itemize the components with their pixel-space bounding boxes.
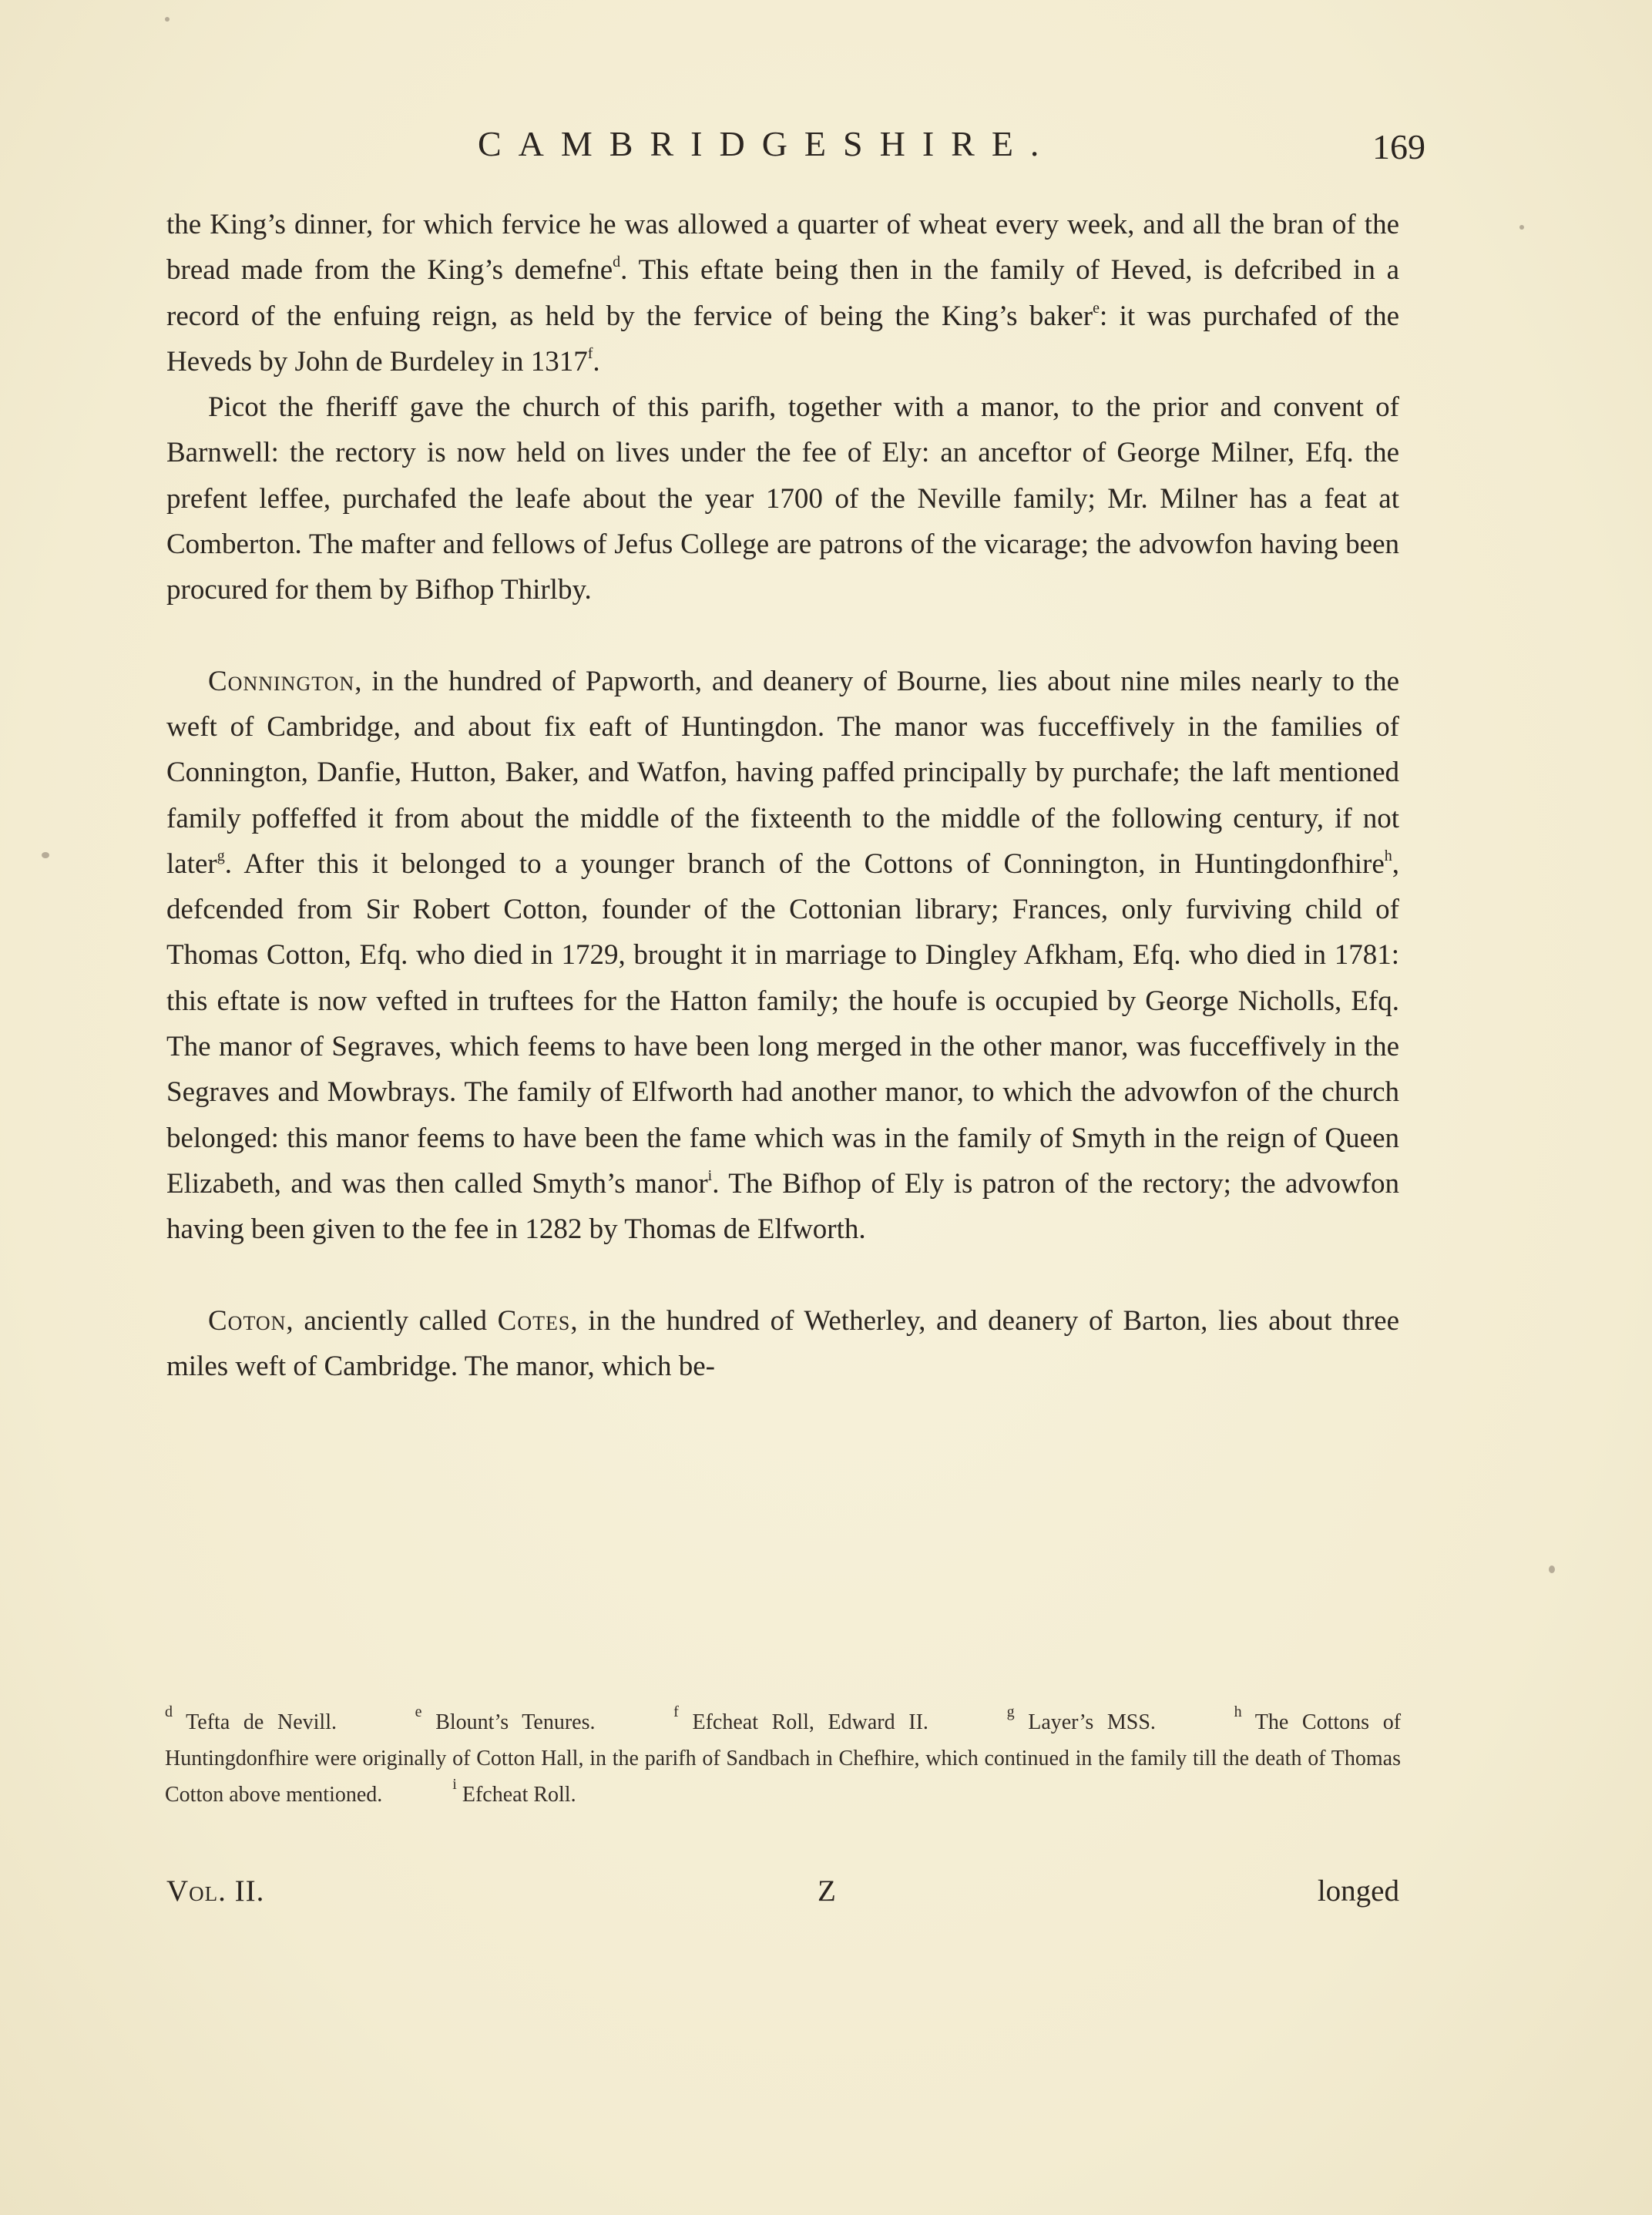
ink-speck <box>1519 225 1524 230</box>
footnote-ref: h <box>1384 847 1392 864</box>
footnote-ref: f <box>587 344 593 362</box>
footnote-h: $^h$ The Cottons of Huntingdonfhire were originally of Cotton Hall, in the parifh of Sandbach in Chefhire, which continued in the family till the death of Thomas Cotton above mentioned. <box>165 1703 1402 1807</box>
section-break <box>166 613 1399 659</box>
paragraph-continued: the King’s dinner, for which fervice he was allowed a quarter of wheat every week, and all the bran of the bread made from the King’s demefne$^d$. This eftate being then in the family of Heved, is defcribed in a record of the enfuing reign, as held by the fervice of being the King’s baker$^e$: it was purchafed of the Heveds by John de Burdeley in 1317$^f$. <box>166 209 1399 378</box>
footnote-ref: d <box>613 253 621 271</box>
footnote-i: $^i$ Efcheat Roll. <box>452 1776 576 1807</box>
entry-heading: Coton <box>208 1304 287 1337</box>
page-number: 169 <box>1372 127 1425 166</box>
paragraph-picot: Picot the fheriff gave the church of this parifh, together with a manor, to the prior and convent of Barnwell: the rectory is now held on lives under the fee of Ely: an anceftor of George Milner, Efq. the prefent leffee, purchafed the leafe about the year 1700 of the Neville family; Mr. Milner has a feat at Comberton. The mafter and fellows of Jefus College are patrons of the vicarage; the advowfon having been procured for them by Bifhop Thirlby. <box>166 391 1399 606</box>
ink-speck <box>165 17 170 22</box>
footnote-d: $^d$ Tefta de Nevill. <box>165 1703 337 1734</box>
footnote-ref: i <box>707 1166 713 1184</box>
footnote-ref: g <box>217 847 225 864</box>
footnote-g: $^g$ Layer’s MSS. <box>1006 1703 1156 1734</box>
paragraph-connington: Connington, in the hundred of Papworth, and deanery of Bourne, lies about nine miles nearly to the weft of Cambridge, and about fix eaft of Huntingdon. The manor was fucceffively in the families of Connington, Danfie, Hutton, Baker, and Watfon, having paffed principally by purchafe; the laft mentioned family poffeffed it from about the middle of the fixteenth to the middle of the following century, if not later$^g$. After this it belonged to a younger branch of the Cottons of Connington, in Huntingdonfhire$^h$, defcended from Sir Robert Cotton, founder of the Cottonian library; Frances, only furviving child of Thomas Cotton, Efq. who died in 1729, brought it in marriage to Dingley Afkham, Efq. who died in 1781: this eftate is now vefted in truftees for the Hatton family; the houfe is occupied by George Nicholls, Efq. The manor of Segraves, which feems to have been long merged in the other manor, was fucceffively in the Segraves and Mowbrays. The family of Elfworth had another manor, to which the advowfon of the church belonged: this manor feems to have been the fame which was in the family of Smyth in the reign of Queen Elizabeth, and was then called Smyth’s manor$^i$. The Bifhop of Ely is patron of the rectory; the advowfon having been given to the fee in 1282 by Thomas de Elfworth. <box>166 665 1399 1246</box>
entry-heading-alt: Cotes <box>497 1304 571 1337</box>
running-head <box>154 123 1425 169</box>
entry-heading: Connington <box>208 665 355 697</box>
signature-mark: Z <box>818 1874 836 1908</box>
ink-speck <box>42 852 49 858</box>
footnote-ref: e <box>1093 299 1100 317</box>
footnote-e: $^e$ Blount’s Tenures. <box>415 1703 596 1734</box>
section-break <box>166 1253 1399 1298</box>
main-text <box>166 202 1399 1389</box>
ink-speck <box>1549 1566 1555 1573</box>
volume-label: Vol. II. <box>166 1874 265 1908</box>
page-footer <box>166 1874 1399 1920</box>
catchword: longed <box>1317 1874 1399 1908</box>
paragraph-coton: Coton, anciently called Cotes, in the hundred of Wetherley, and deanery of Barton, lies about three miles weft of Cambridge. The manor, which be- <box>166 1304 1399 1382</box>
running-title: CAMBRIDGESHIRE. <box>478 124 1056 163</box>
footnote-f: $^f$ Efcheat Roll, Edward II. <box>673 1703 928 1734</box>
footnotes <box>165 1704 1401 1813</box>
